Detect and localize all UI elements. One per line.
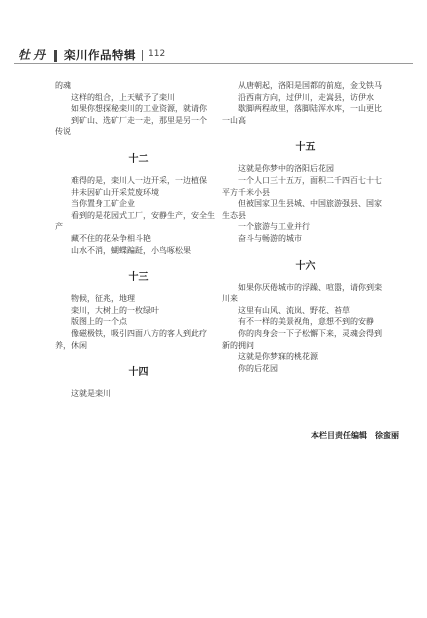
header-divider (54, 50, 57, 62)
poem-line: 如果你想探秘栾川的工业资源，就请你 (71, 104, 207, 114)
section-number: 十三 (128, 272, 149, 284)
poem-line: 物候，征兆，地理 (71, 294, 135, 304)
page-header (14, 47, 413, 63)
poem-line: 像磁极铁，吸引四面八方的客人到此疗养，休闲 (55, 328, 207, 350)
poem-line: 歇脚两程故里，落脚陆浑水库，一山更比 (238, 104, 382, 114)
page-number-divider (142, 50, 143, 61)
poem-line: 版图上的一个点 (71, 317, 127, 327)
section-number: 十六 (295, 260, 316, 272)
poem-line: 这就是你梦中的洛阳后花园 (238, 164, 334, 174)
left-column (55, 80, 222, 400)
poem-line: 有不一样的美景视角，意想不到的安静 (238, 317, 374, 327)
poem-line: 栾川，大树上的一枚绿叶 (71, 305, 159, 315)
section-number: 十四 (128, 367, 149, 379)
poem-line: 藏不住的花朵争相斗艳 (71, 233, 151, 243)
header-rule (14, 63, 413, 64)
page-number: 112 (148, 49, 166, 59)
editor-credit: 本栏目责任编辑 徐蛮丽 (311, 431, 399, 440)
poem-line: 这里有山风、流岚、野花、苔草 (238, 305, 350, 315)
poem-line: 如果你厌倦城市的浮躁、喧嚣，请你到栾川来 (222, 282, 382, 304)
poem-line: 你的后花园 (238, 363, 278, 373)
section-title: 栾川作品特辑 (64, 48, 136, 62)
poem-line: 这就是你梦寐的桃花源 (238, 352, 318, 362)
poem-line: 看到的是花园式工厂，安静生产，安全生产 (55, 210, 215, 232)
poem-line: 沿西南方向，过伊川，走嵩县，访伊水 (238, 92, 374, 102)
poem-line: 一山高 (222, 115, 246, 125)
section-number: 十二 (128, 153, 149, 165)
poem-line: 难得的是，栾川人一边开采，一边植保 (71, 175, 207, 185)
journal-logo: 牡丹 (18, 48, 49, 62)
right-column (222, 80, 389, 374)
poem-line: 一个旅游与工业并行 (238, 222, 310, 232)
poem-line: 传说 (55, 127, 71, 137)
poem-line: 当你置身工矿企业 (71, 199, 135, 209)
poem-line: 奋斗与畅游的城市 (238, 233, 302, 243)
poem-line: 你的肉身会一下子松懈下来，灵魂会得到新的拥问 (222, 328, 382, 350)
poem-line: 井未因矿山开采荒废环境 (71, 187, 159, 197)
section-number: 十五 (295, 142, 316, 154)
poem-line: 到矿山、选矿厂走一走，那里是另一个 (71, 115, 207, 125)
poem-line: 的魂 (55, 81, 71, 90)
poem-line: 从唐朝起，洛阳是国都的前庭，金戈铁马 (238, 81, 382, 90)
poem-line: 但被国家卫生县城、中国旅游强县、国家生态县 (222, 199, 382, 220)
poem-line: 山水不消，蝴蝶蹁跹，小鸟啄松果 (71, 245, 191, 255)
poem-line: 这样的组合，上天赋予了栾川 (71, 92, 175, 102)
poem-line: 这就是栾川 (71, 389, 111, 399)
poem-line: 一个人口三十五万，面积二千四百七十七平方千米小县 (222, 175, 382, 197)
